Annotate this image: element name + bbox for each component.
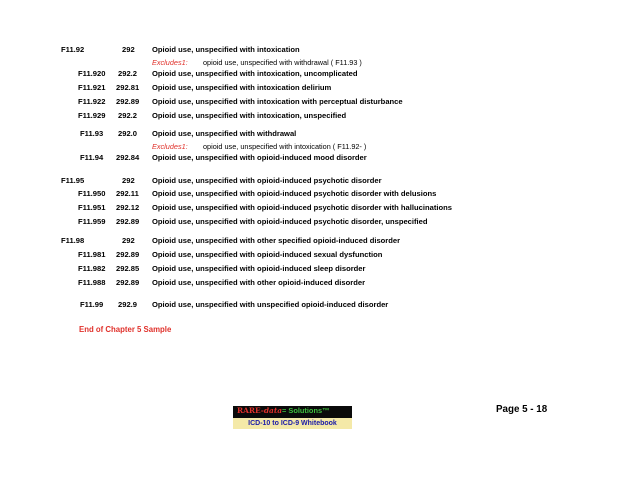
code-description: Opioid use, unspecified with intoxication delirium [152,83,332,92]
brand-data: data [263,406,283,415]
icd10-code: F11.988 [78,278,106,287]
brand-solutions: Solutions™ [288,406,330,415]
code-description: Opioid use, unspecified with opioid-induced psychotic disorder with delusions [152,189,437,198]
icd9-code: 292.2 [118,69,138,78]
icd10-code: F11.94 [80,153,104,162]
icd9-code: 292.9 [118,300,138,309]
icd10-code: F11.929 [78,111,106,120]
icd10-code: F11.921 [78,83,106,92]
excludes-label: Excludes1: [152,58,188,67]
icd10-code: F11.982 [78,264,106,273]
brand-rare: RARE- [237,406,264,415]
icd9-code: 292.89 [116,250,140,259]
icd10-code: F11.92 [61,45,85,54]
end-of-chapter-note: End of Chapter 5 Sample [79,325,172,334]
icd9-code: 292.2 [118,111,138,120]
code-description: Opioid use, unspecified with intoxication, unspecified [152,111,347,120]
icd9-code: 292 [122,236,135,245]
code-description: Opioid use, unspecified with opioid-induced sleep disorder [152,264,366,273]
icd9-code: 292.85 [116,264,140,273]
icd9-code: 292.89 [116,97,140,106]
icd10-code: F11.922 [78,97,106,106]
icd9-code: 292.11 [116,189,139,198]
code-description: Opioid use, unspecified with intoxication with perceptual disturbance [152,97,403,106]
brand-logo [233,406,352,429]
code-description: Opioid use, unspecified with intoxication [152,45,300,54]
icd10-code: F11.920 [78,69,106,78]
icd9-code: 292 [122,176,135,185]
page-number: Page 5 - 18 [496,404,548,415]
code-description: Opioid use, unspecified with opioid-induced psychotic disorder with hallucinations [152,203,452,212]
code-description: Opioid use, unspecified with other opioid-induced disorder [152,278,366,287]
code-description: Opioid use, unspecified with opioid-induced mood disorder [152,153,367,162]
icd10-code: F11.959 [78,217,106,226]
code-description: Opioid use, unspecified with unspecified opioid-induced disorder [152,300,389,309]
code-description: Opioid use, unspecified with other specified opioid-induced disorder [152,236,401,245]
icd10-code: F11.951 [78,203,106,212]
icd9-code: 292.12 [116,203,140,212]
code-description: Opioid use, unspecified with opioid-induced sexual dysfunction [152,250,383,259]
icd10-code: F11.950 [78,189,106,198]
icd9-code: 292.0 [118,129,138,138]
icd9-code: 292 [122,45,135,54]
brand-subtitle: ICD-10 to ICD-9 Whitebook [233,418,352,429]
icd9-code: 292.89 [116,217,140,226]
code-description: Opioid use, unspecified with withdrawal [152,129,297,138]
icd10-code: F11.98 [61,236,85,245]
icd9-code: 292.89 [116,278,140,287]
icd9-code: 292.84 [116,153,140,162]
code-description: Opioid use, unspecified with opioid-induced psychotic disorder [152,176,382,185]
icd9-code: 292.81 [116,83,140,92]
icd10-code: F11.95 [61,176,85,185]
excludes-text: opioid use, unspecified with intoxication ( F11.92- ) [203,142,367,151]
icd10-code: F11.99 [80,300,104,309]
brand-eq: = [282,406,289,415]
code-description: Opioid use, unspecified with opioid-induced psychotic disorder, unspecified [152,217,428,226]
excludes-text: opioid use, unspecified with withdrawal ( F11.93 ) [203,58,362,67]
brand-name [237,406,329,417]
code-description: Opioid use, unspecified with intoxication, uncomplicated [152,69,358,78]
icd10-code: F11.93 [80,129,104,138]
excludes-label: Excludes1: [152,142,188,151]
icd10-code: F11.981 [78,250,106,259]
